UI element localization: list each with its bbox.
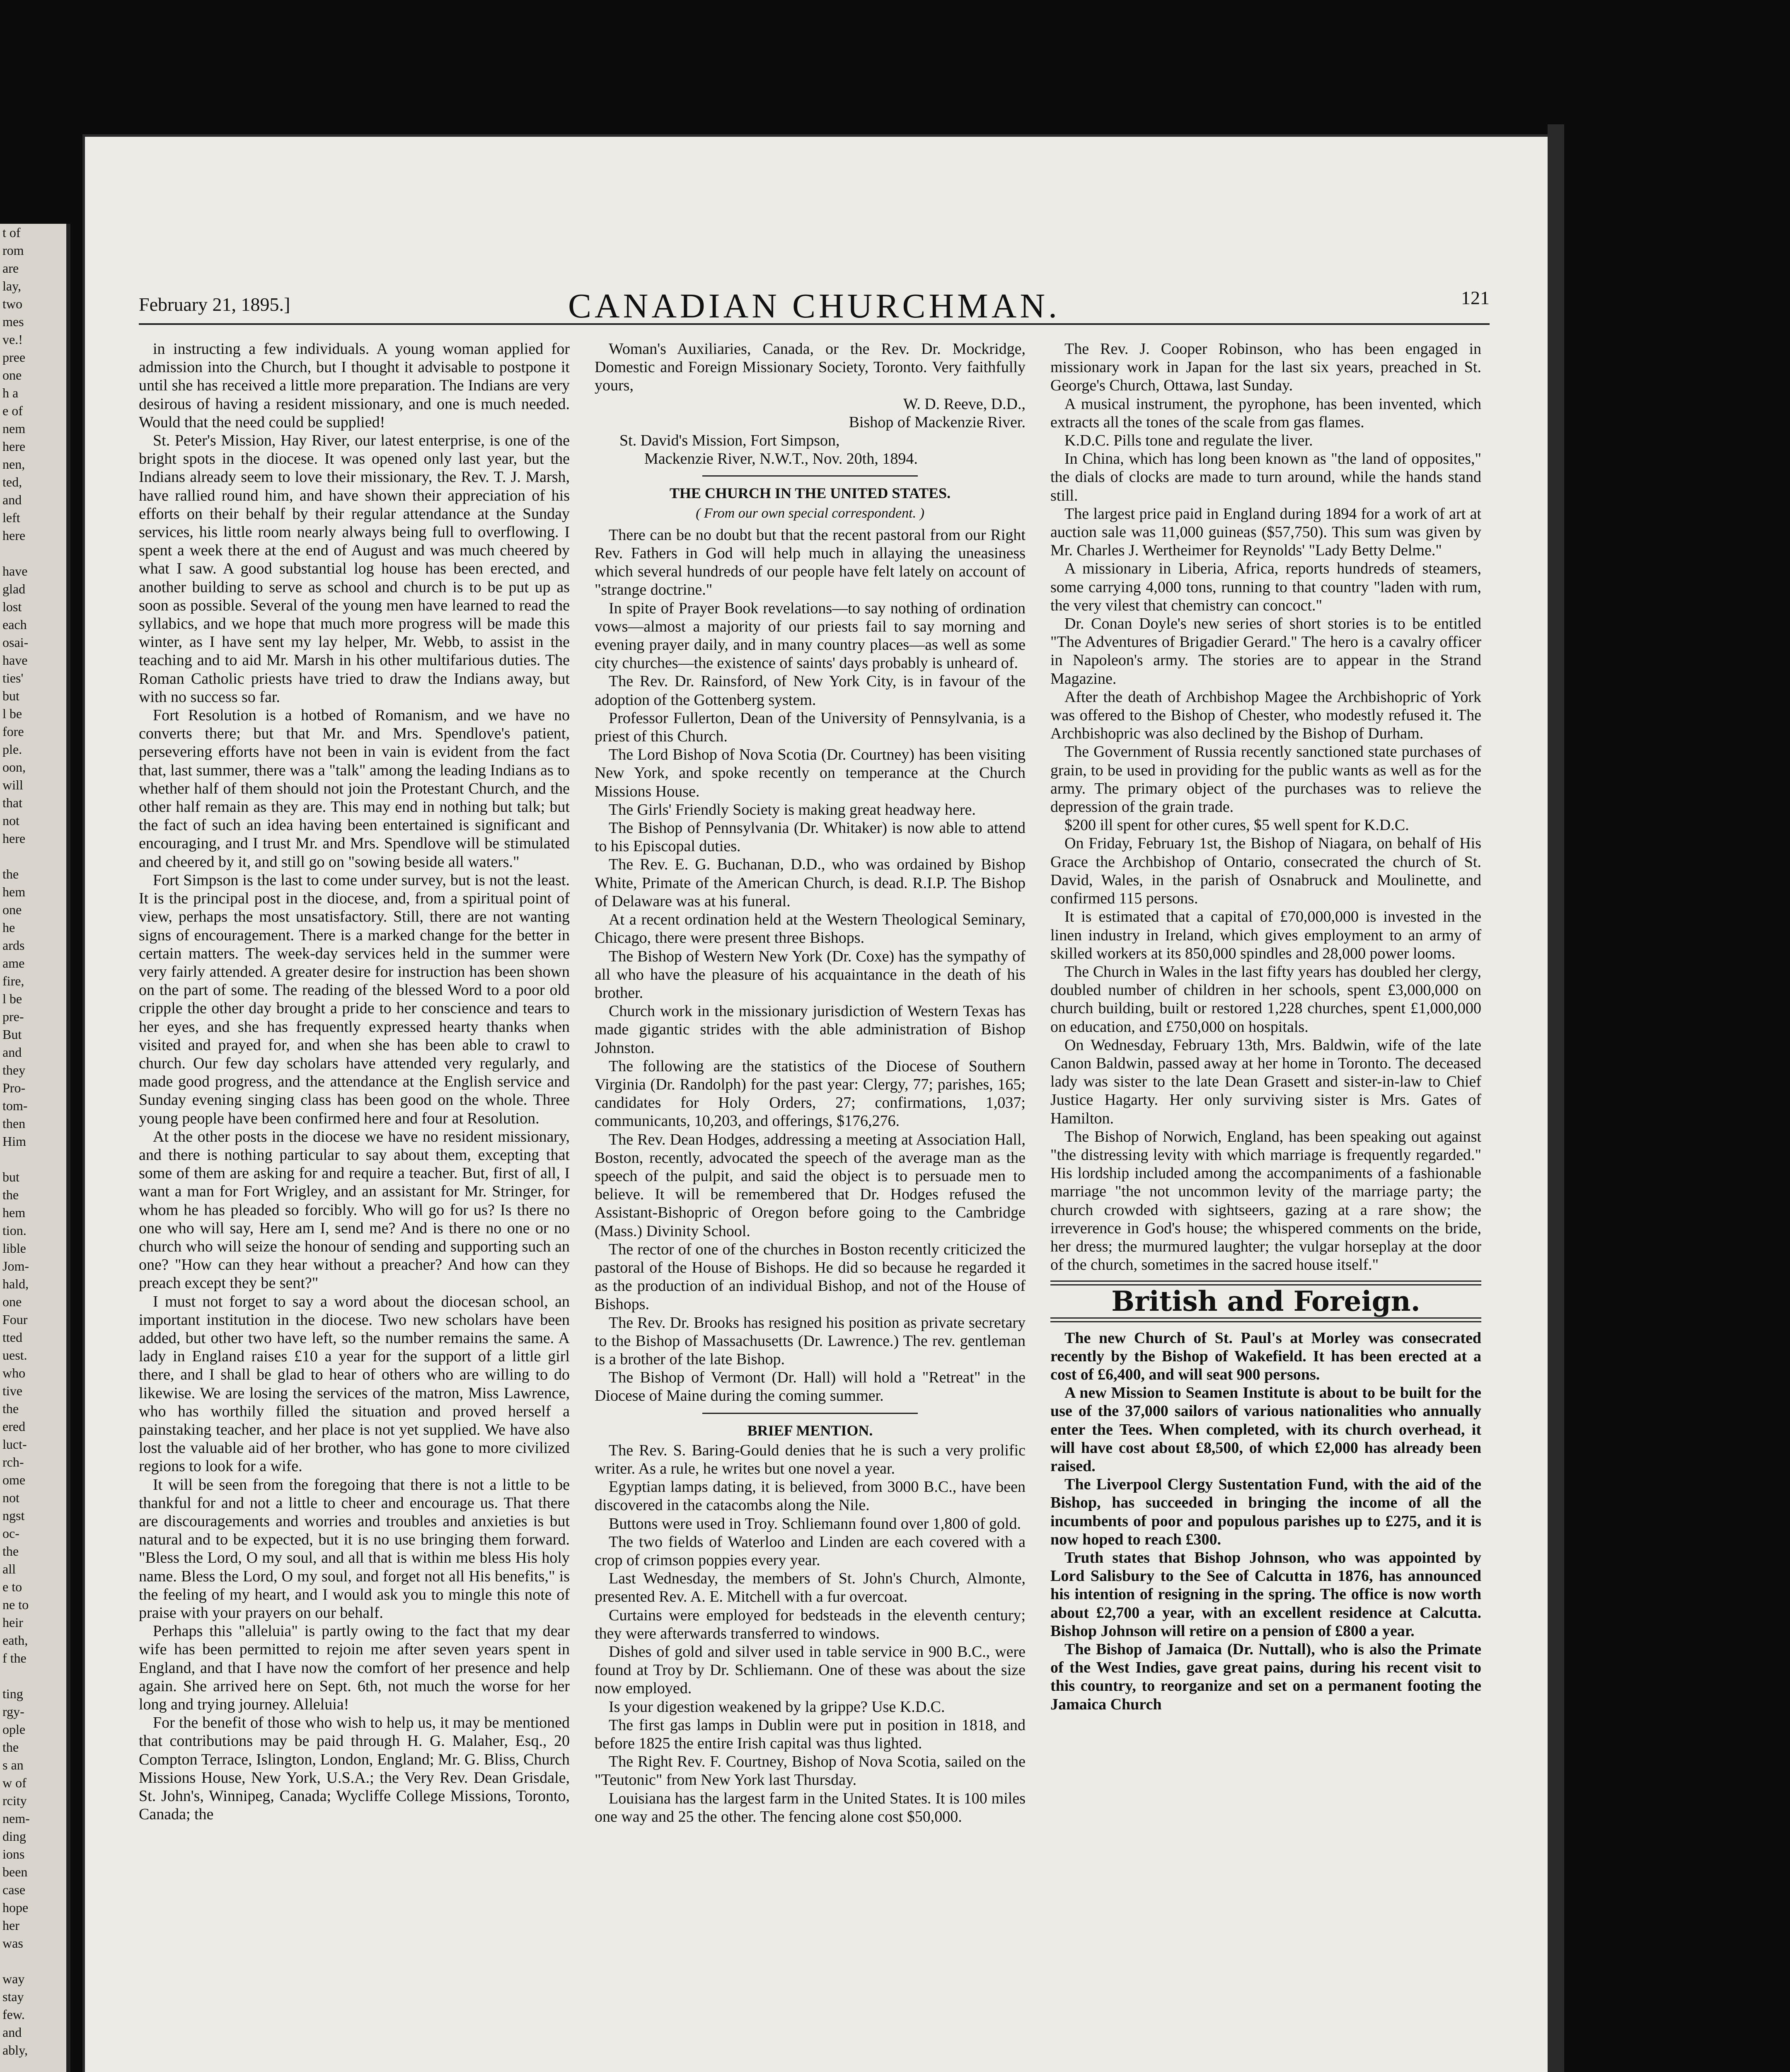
paragraph: Professor Fullerton, Dean of the University of Pennsylvania, is a priest of this Church. — [595, 709, 1026, 746]
edge-fragment: l be — [2, 706, 22, 721]
edge-fragment: way — [2, 1971, 25, 1986]
paragraph: The Right Rev. F. Courtney, Bishop of Nova Scotia, sailed on the "Teutonic" from New York last Thursday. — [595, 1753, 1026, 1789]
edge-fragment: that — [2, 795, 22, 810]
paragraph: Truth states that Bishop Johnson, who was appointed by Lord Salisbury to the See of Calcutta in 1876, has announced his intention of resigning in the spring. The office is now worth about £2,700 a year, with an excellent residence at Calcutta. Bishop Johnson will retire on a pension of £800 a year. — [1050, 1549, 1481, 1640]
paragraph: Dishes of gold and silver used in table service in 900 B.C., were found at Troy by Dr. Schliemann. One of these was about the size now employed. — [595, 1643, 1026, 1697]
paragraph: The Church in Wales in the last fifty years has doubled her clergy, doubled number of children in her schools, spent £3,000,000 on church building, built or restored 1,228 churches, spent £1,000,000 on education, and £750,000 on hospitals. — [1050, 963, 1481, 1036]
paragraph: St. Peter's Mission, Hay River, our latest enterprise, is one of the bright spots in the diocese. It was opened only last year, but the Indians already seem to love their missionary, the Rev. T. J. Marsh, have rallied round him, and have shown their appreciation of his efforts on their behalf by their regular attendance at the Sunday services, his little room nearly always being full to overflowing. I spent a week there at the end of August and was much cheered by what I saw. A good substantial log house has been erected, and another building to serve as school and church is to be put up as soon as possible. Several of the young men have learned to read the syllabics, and we hope that much more progress will be made this winter, as I have sent my lay helper, Mr. Webb, to assist in the teaching and to aid Mr. Marsh in his other multifarious duties. The Roman Catholic priests have tried to draw the Indians away, but with no success so far. — [139, 432, 570, 706]
page-header — [139, 278, 1490, 325]
paragraph: The following are the statistics of the Diocese of Southern Virginia (Dr. Randolph) for the past year: Clergy, 77; parishes, 165; candidates for Holy Orders, 27; confirmations, 1,037; communicants, 10,203, and offerings, $176,276. — [595, 1057, 1026, 1130]
newspaper-page — [85, 137, 1548, 2072]
edge-fragment: ne to — [2, 1597, 29, 1612]
edge-fragment: ties' — [2, 670, 24, 685]
paragraph: The Bishop of Pennsylvania (Dr. Whitaker) is now able to attend to his Episcopal duties. — [595, 819, 1026, 855]
paragraph: The Bishop of Jamaica (Dr. Nuttall), who is also the Primate of the West Indies, gave great pains, during his recent visit to this country, to reorganize and set on a permanent footing the Jamaica Church — [1050, 1641, 1481, 1713]
paragraph: I must not forget to say a word about the diocesan school, an important institution in the diocese. Two new scholars have been added, but other two have left, so the number remains the same. A lady in England raises £10 a year for the support of a little girl there, and I shall be glad to hear of others who are willing to do likewise. We are losing the services of the matron, Miss Lawrence, who has worthily filled the situation and proved herself a painstaking teacher, and her place is not yet supplied. We have also lost the valuable aid of her brother, who has gone to more civilized regions to look for a wife. — [139, 1293, 570, 1475]
paragraph: Perhaps this "alleluia" is partly owing to the fact that my dear wife has been permitted to rejoin me after seven years spent in England, and that I have now the comfort of her presence and help again. She arrived here on Sept. 6th, not much the worse for her long and trying journey. Alleluia! — [139, 1622, 570, 1714]
masthead-title: CANADIAN CHURCHMAN. — [568, 287, 1061, 325]
edge-fragment: e of — [2, 403, 23, 418]
paragraph: A missionary in Liberia, Africa, reports hundreds of steamers, some carrying 4,000 tons, running to that country "laden with rum, the very vilest that chemistry can concoct." — [1050, 560, 1481, 614]
letter-place-1: St. David's Mission, Fort Simpson, — [619, 432, 840, 450]
edge-fragment: pree — [2, 350, 26, 365]
edge-fragment: few. — [2, 2007, 25, 2022]
edge-fragment: have — [2, 653, 28, 668]
paragraph: The two fields of Waterloo and Linden are each covered with a crop of crimson poppies every year. — [595, 1533, 1026, 1569]
paragraph: The new Church of St. Paul's at Morley was consecrated recently by the Bishop of Wakefield. It has been erected at a cost of £6,400, and will seat 900 persons. — [1050, 1329, 1481, 1383]
edge-fragment — [0, 545, 66, 562]
edge-fragment: here — [2, 831, 26, 846]
edge-fragment: lay, — [2, 278, 22, 293]
edge-fragment: not — [2, 813, 19, 828]
paragraph: The Rev. S. Baring-Gould denies that he is such a very prolific writer. As a rule, he writes but one novel a year. — [595, 1441, 1026, 1477]
paragraph: At a recent ordination held at the Western Theological Seminary, Chicago, there were present three Bishops. — [595, 911, 1026, 947]
edge-fragment: the — [2, 1401, 19, 1416]
edge-fragment: fire, — [2, 973, 24, 988]
edge-fragment: oc- — [2, 1526, 19, 1541]
paragraph: In spite of Prayer Book revelations—to say nothing of ordination vows—almost a majority of our priests fail to say morning and evening prayer daily, and in many country places—as well as some city churches—the existence of saints' days probably is unheard of. — [595, 599, 1026, 672]
edge-fragment: rcity — [2, 1793, 27, 1808]
edge-fragment: but — [2, 688, 19, 703]
edge-fragment: glad — [2, 581, 26, 596]
edge-fragment: ions — [2, 1847, 25, 1861]
paragraph: The Rev. Dr. Brooks has resigned his position as private secretary to the Bishop of Massachusetts (Dr. Lawrence.) The rev. gentleman is a brother of the late Bishop. — [595, 1314, 1026, 1368]
edge-fragment: and — [2, 1045, 22, 1060]
edge-fragment: hald, — [2, 1276, 29, 1291]
edge-fragment: hem — [2, 1205, 26, 1220]
section-heading-british-foreign: British and Foreign. — [1111, 1285, 1420, 1318]
paragraph: Church work in the missionary jurisdiction of Western Texas has made gigantic strides with the able administration of Bishop Johnston. — [595, 1002, 1026, 1057]
issue-date: February 21, 1895.] — [139, 294, 290, 315]
paragraph: Buttons were used in Troy. Schliemann found over 1,800 of gold. — [609, 1515, 1021, 1532]
edge-fragment: luct- — [2, 1437, 27, 1452]
edge-fragment: each — [2, 617, 27, 632]
paragraph: in instructing a few individuals. A young woman applied for admission into the Church, but I thought it advisable to postpone it until she has received a little more preparation. The Indians are very desirous of having a resident missionary, and one is much needed. Would that the need could be supplied! — [139, 340, 570, 431]
british-foreign-items — [1050, 1329, 1481, 1714]
edge-fragment: osai- — [2, 635, 29, 650]
edge-fragment: Pro- — [2, 1080, 26, 1095]
edge-fragment: who — [2, 1365, 26, 1380]
edge-fragment: was — [2, 1936, 23, 1951]
edge-fragment: two — [2, 296, 22, 311]
paragraph: The rector of one of the churches in Boston recently criticized the pastoral of the House of Bishops. He did so because he regarded it as the production of an individual Bishop, and not of the House of Bishops. — [595, 1240, 1026, 1313]
paragraph: Curtains were employed for bedsteads in the eleventh century; they were afterwards transferred to windows. — [595, 1606, 1026, 1642]
edge-fragment: her — [2, 1918, 19, 1933]
edge-fragment: tion. — [2, 1223, 27, 1238]
divider — [702, 475, 918, 477]
paragraph: For the benefit of those who wish to help us, it may be mentioned that contributions may be paid through H. G. Malaher, Esq., 20 Compton Terrace, Islington, London, England; Mr. G. Bliss, Church Missions House, New York, U.S.A.; the Very Rev. Dean Grisdale, St. John's, Winnipeg, Canada; Wycliffe College Missions, Toronto, Canada; the — [139, 1714, 570, 1823]
paragraph: The Rev. Dean Hodges, addressing a meeting at Association Hall, Boston, recently, advocated the speech of the average man as the speech of the pulpit, and said the object is to persuade men to believe. It will be remembered that Dr. Hodges refused the Assistant-Bishopric of Oregon before going to the Cambridge (Mass.) Divinity School. — [595, 1130, 1026, 1240]
paragraph: There can be no doubt but that the recent pastoral from our Right Rev. Fathers in God will help much in allaying the uneasiness which several hundreds of our people have felt lately on account of "strange doctrine." — [595, 526, 1026, 599]
edge-fragment: tom- — [2, 1098, 28, 1113]
edge-fragment: ting — [2, 1686, 23, 1701]
divider — [702, 1413, 918, 1414]
column-3 — [1050, 340, 1481, 1714]
paragraph: The Lord Bishop of Nova Scotia (Dr. Courtney) has been visiting New York, and spoke recently on temperance at the Church Missions House. — [595, 746, 1026, 800]
brief-items — [595, 1441, 1026, 1826]
column-1 — [139, 340, 570, 1823]
edge-fragment: l be — [2, 991, 22, 1006]
section-heading-usa: THE CHURCH IN THE UNITED STATES. — [669, 485, 951, 502]
edge-fragment — [0, 1667, 66, 1685]
paragraph: On Friday, February 1st, the Bishop of Niagara, on behalf of His Grace the Archbishop of Ontario, consecrated the church of St. David, Wales, in the parish of Osnabruck and Moulinette, and confirmed 115 persons. — [1050, 835, 1481, 908]
paragraph: The Government of Russia recently sanctioned state purchases of grain, to be used in providing for the public wants as well as for the army. The primary object of the purchases was to relieve the depression of the grain trade. — [1050, 743, 1481, 816]
edge-fragment — [0, 847, 66, 865]
paragraph: Fort Simpson is the last to come under survey, but is not the least. It is the principal post in the diocese, and, from a spiritual point of view, perhaps the most unsatisfactory. Still, there are not wanting signs of encouragement. There is a marked change for the better in certain matters. The week-day services held in the summer were very fairly attended. A greater desire for instruction has been shown on the part of some. The reading of the blessed Word to a poor old cripple the other day brought a pride to her conscience and tears to her eyes, and she has frequently expressed hearty thanks when visited and prayed for, and when she has been able to crawl to church. Our few day scholars have attended very regularly, and made good progress, and the attendance at the English service and Sunday evening singing class has been good on the whole. Three young people have been confirmed here and four at Resolution. — [139, 871, 570, 1127]
edge-fragment: ngst — [2, 1508, 25, 1523]
edge-fragment: But — [2, 1027, 22, 1042]
paragraph: The Bishop of Western New York (Dr. Coxe) has the sympathy of all who have the pleasure of his acquaintance in the death of his brother. — [595, 947, 1026, 1002]
book-spine — [1548, 124, 1564, 2072]
edge-fragment: all — [2, 1561, 16, 1576]
edge-fragment: ably, — [2, 2043, 28, 2057]
edge-fragment: ve.! — [2, 332, 23, 347]
edge-fragment: ple. — [2, 742, 22, 757]
edge-fragment: lible — [2, 1241, 26, 1256]
edge-fragment: been — [2, 1864, 28, 1879]
paragraph: At the other posts in the diocese we have no resident missionary, and there is nothing particular to say about them, excepting that some of them are asking for and require a teacher. But, first of all, I want a man for Fort Wrigley, and an assistant for Mr. Stringer, for whom he has pleaded so forcibly. Who will go for us? Is there no one who will say, Here am I, send me? And is there no one or no church who will seize the honour of sending and supporting such an one? "How can they hear without a preacher? And how can they preach except they be sent?" — [139, 1128, 570, 1292]
edge-fragment: eath, — [2, 1633, 28, 1648]
edge-fragment: uest. — [2, 1348, 27, 1363]
edge-fragment: oon, — [2, 760, 26, 775]
edge-fragment: one — [2, 368, 22, 382]
edge-fragment — [0, 1952, 66, 1970]
edge-fragment: pre- — [2, 1009, 24, 1024]
edge-fragment: mes — [2, 314, 24, 329]
paragraph: In China, which has long been known as "the land of opposites," the dials of clocks are made to turn around, while the hands stand still. — [1050, 450, 1481, 504]
edge-fragment: Him — [2, 1134, 26, 1149]
edge-fragment: Jom- — [2, 1259, 29, 1273]
paragraph: Fort Resolution is a hotbed of Romanism, and we have no converts there; but that Mr. and Mrs. Spendlove's patient, persevering efforts have not been in vain is evident from the fact that, last summer, there was a "talk" among the leading Indians as to whether half of them should not join the Protestant Church, and the other half remain as they are. This may end in nothing but talk; but the fact of such an idea having been entertained is significant and encouraging, and I trust Mr. and Mrs. Spendlove will be stimulated and cheered by it, and still go on "sowing beside all waters." — [139, 707, 570, 871]
signature-name: W. D. Reeve, D.D., — [903, 395, 1026, 413]
edge-fragment: rom — [2, 243, 24, 258]
edge-fragment: rgy- — [2, 1704, 24, 1719]
edge-fragment: one — [2, 1294, 22, 1309]
edge-fragment: e to — [2, 1579, 22, 1594]
paragraph: The Bishop of Vermont (Dr. Hall) will hold a "Retreat" in the Diocese of Maine during the coming summer. — [595, 1369, 1026, 1405]
paragraph: Egyptian lamps dating, it is believed, from 3000 B.C., have been discovered in the catacombs along the Nile. — [595, 1478, 1026, 1514]
edge-fragment: are — [2, 261, 19, 276]
paragraph: Is your digestion weakened by la grippe? Use K.D.C. — [609, 1698, 945, 1716]
edge-fragment: then — [2, 1116, 26, 1131]
edge-fragment: the — [2, 1544, 19, 1559]
letter-place-2: Mackenzie River, N.W.T., Nov. 20th, 1894. — [644, 450, 918, 468]
edge-fragment: heir — [2, 1615, 23, 1630]
edge-fragment: here — [2, 528, 26, 543]
edge-fragment: tive — [2, 1383, 22, 1398]
edge-fragment: and — [2, 492, 22, 507]
section-subheading-usa: ( From our own special correspondent. ) — [696, 505, 924, 521]
edge-fragment: they — [2, 1063, 26, 1077]
edge-fragment: nen, — [2, 457, 25, 472]
paragraph: It is estimated that a capital of £70,000,000 is invested in the linen industry in Ireland, which gives employment to an army of skilled workers at its 850,000 spindles and 28,000 power looms. — [1050, 908, 1481, 962]
edge-fragment: ame — [2, 956, 25, 971]
signature-title: Bishop of Mackenzie River. — [849, 413, 1026, 431]
paragraph: Dr. Conan Doyle's new series of short stories is to be entitled "The Adventures of Brigadier Gerard." The hero is a cavalry officer in Napoleon's army. The stories are to appear in the Strand Magazine. — [1050, 615, 1481, 687]
edge-fragment: t of — [2, 225, 21, 240]
paragraph: The Bishop of Norwich, England, has been speaking out against "the distressing levity with which marriage is frequently regarded." His lordship included among the accompaniments of a fashionable marriage "the not uncommon levity of the marriage party; the church crowded with sightseers, gazing at a rare show; the irreverence in God's house; the whispered comments on the bride, her dress; the murmured laughter; the vulgar horseplay at the door of the church, sometimes in the sacred house itself." — [1050, 1128, 1481, 1274]
edge-fragment: and — [2, 2025, 22, 2040]
edge-fragment: rch- — [2, 1455, 24, 1469]
paragraph: The Rev. E. G. Buchanan, D.D., who was ordained by Bishop White, Primate of the American Church, is dead. R.I.P. The Bishop of Delaware was at his funeral. — [595, 856, 1026, 910]
paragraph: The Rev. J. Cooper Robinson, who has been engaged in missionary work in Japan for the last six years, preached in St. George's Church, Ottawa, last Sunday. — [1050, 340, 1481, 395]
edge-fragment: ding — [2, 1829, 26, 1844]
edge-fragment: hem — [2, 884, 26, 899]
edge-fragment: Four — [2, 1312, 28, 1327]
adjacent-page-edge — [0, 224, 70, 2072]
column-2 — [595, 340, 1026, 1826]
edge-fragment: nem- — [2, 1811, 30, 1826]
edge-fragment: nem — [2, 421, 26, 436]
edge-fragment: ted, — [2, 474, 22, 489]
edge-fragment: ome — [2, 1472, 26, 1487]
paragraph: The Liverpool Clergy Sustentation Fund, with the aid of the Bishop, has succeeded in bringing the income of all the incumbents of poor and populous parishes up to £275, and it is now hoped to reach £300. — [1050, 1476, 1481, 1548]
section-heading-brief: BRIEF MENTION. — [747, 1422, 873, 1439]
paragraph: $200 ill spent for other cures, $5 well spent for K.D.C. — [1064, 816, 1409, 834]
edge-fragment: not — [2, 1490, 19, 1505]
edge-fragment: the — [2, 1740, 19, 1755]
edge-fragment: but — [2, 1169, 19, 1184]
edge-fragment: lost — [2, 599, 22, 614]
edge-fragment — [0, 1150, 66, 1168]
edge-fragment: s an — [2, 1757, 24, 1772]
edge-fragment: w of — [2, 1775, 27, 1790]
edge-fragment: h a — [2, 385, 19, 400]
edge-fragment: f the — [2, 1651, 27, 1665]
edge-fragment: he — [2, 920, 15, 935]
paragraph: The largest price paid in England during 1894 for a work of art at auction sale was 11,000 guineas ($57,750). This sum was given by Mr. Charles J. Wertheimer for Reynolds' "Lady Betty Delme." — [1050, 505, 1481, 559]
edge-fragment: left — [2, 510, 20, 525]
double-rule — [1050, 1317, 1481, 1322]
edge-fragment: stay — [2, 1989, 24, 2004]
paragraph: The first gas lamps in Dublin were put in position in 1818, and before 1825 the entire Irish capital was thus lighted. — [595, 1716, 1026, 1752]
edge-fragment: ered — [2, 1419, 26, 1434]
paragraph: After the death of Archbishop Magee the Archbishopric of York was offered to the Bishop of Chester, who modestly refused it. The Archbishopric was also declined by the Bishop of Durham. — [1050, 688, 1481, 743]
paragraph: Last Wednesday, the members of St. John's Church, Almonte, presented Rev. A. E. Mitchell with a fur overcoat. — [595, 1570, 1026, 1606]
page-number: 121 — [1461, 287, 1490, 308]
edge-fragment: will — [2, 777, 23, 792]
edge-fragment: case — [2, 1882, 26, 1897]
edge-fragment: the — [2, 1187, 19, 1202]
edge-fragment: hope — [2, 1900, 29, 1915]
letter-continuation: Woman's Auxiliaries, Canada, or the Rev. Dr. Mockridge, Domestic and Foreign Missionary Society, Toronto. Very faithfully yours, — [595, 340, 1026, 395]
edge-fragment: here — [2, 439, 26, 454]
paragraph: The Girls' Friendly Society is making great headway here. — [609, 801, 976, 818]
edge-fragment: ople — [2, 1722, 26, 1737]
edge-fragment: have — [2, 564, 28, 579]
paragraph: It will be seen from the foregoing that there is not a little to be thankful for and not a little to cheer and encourage us. That there are discouragements and worries and troubles and anxieties is but natural and to be expected, but it is no use bringing them forward. "Bless the Lord, O my soul, and all that is within me bless His holy name. Bless the Lord, O my soul, and forget not all His benefits," is the feeling of my heart, and I would ask you to mingle this note of praise with your prayers on our behalf. — [139, 1476, 570, 1622]
paragraph: K.D.C. Pills tone and regulate the liver. — [1064, 432, 1313, 450]
edge-fragment: fore — [2, 724, 24, 739]
paragraph: On Wednesday, February 13th, Mrs. Baldwin, wife of the late Canon Baldwin, passed away at her home in Toronto. The deceased lady was sister to the late Dean Grasett and sister-in-law to Chief Justice Hagarty. Her only surviving sister is Mrs. Gates of Hamilton. — [1050, 1036, 1481, 1127]
edge-fragment: ards — [2, 938, 25, 953]
edge-fragment: tted — [2, 1330, 22, 1345]
edge-fragment: the — [2, 867, 19, 881]
paragraph: A new Mission to Seamen Institute is about to be built for the use of the 37,000 sailors of various nationalities who annually enter the Tees. When completed, with its church overhead, it will have cost about £8,500, of which £2,000 has already been raised. — [1050, 1384, 1481, 1475]
paragraph: Louisiana has the largest farm in the United States. It is 100 miles one way and 25 the other. The fencing alone cost $50,000. — [595, 1789, 1026, 1825]
usa-items — [595, 526, 1026, 1405]
paragraph: A musical instrument, the pyrophone, has been invented, which extracts all the tones of the scale from gas flames. — [1050, 395, 1481, 431]
news-items — [1050, 340, 1481, 1274]
paragraph: The Rev. Dr. Rainsford, of New York City, is in favour of the adoption of the Gottenberg system. — [595, 673, 1026, 709]
edge-fragment: one — [2, 902, 22, 917]
